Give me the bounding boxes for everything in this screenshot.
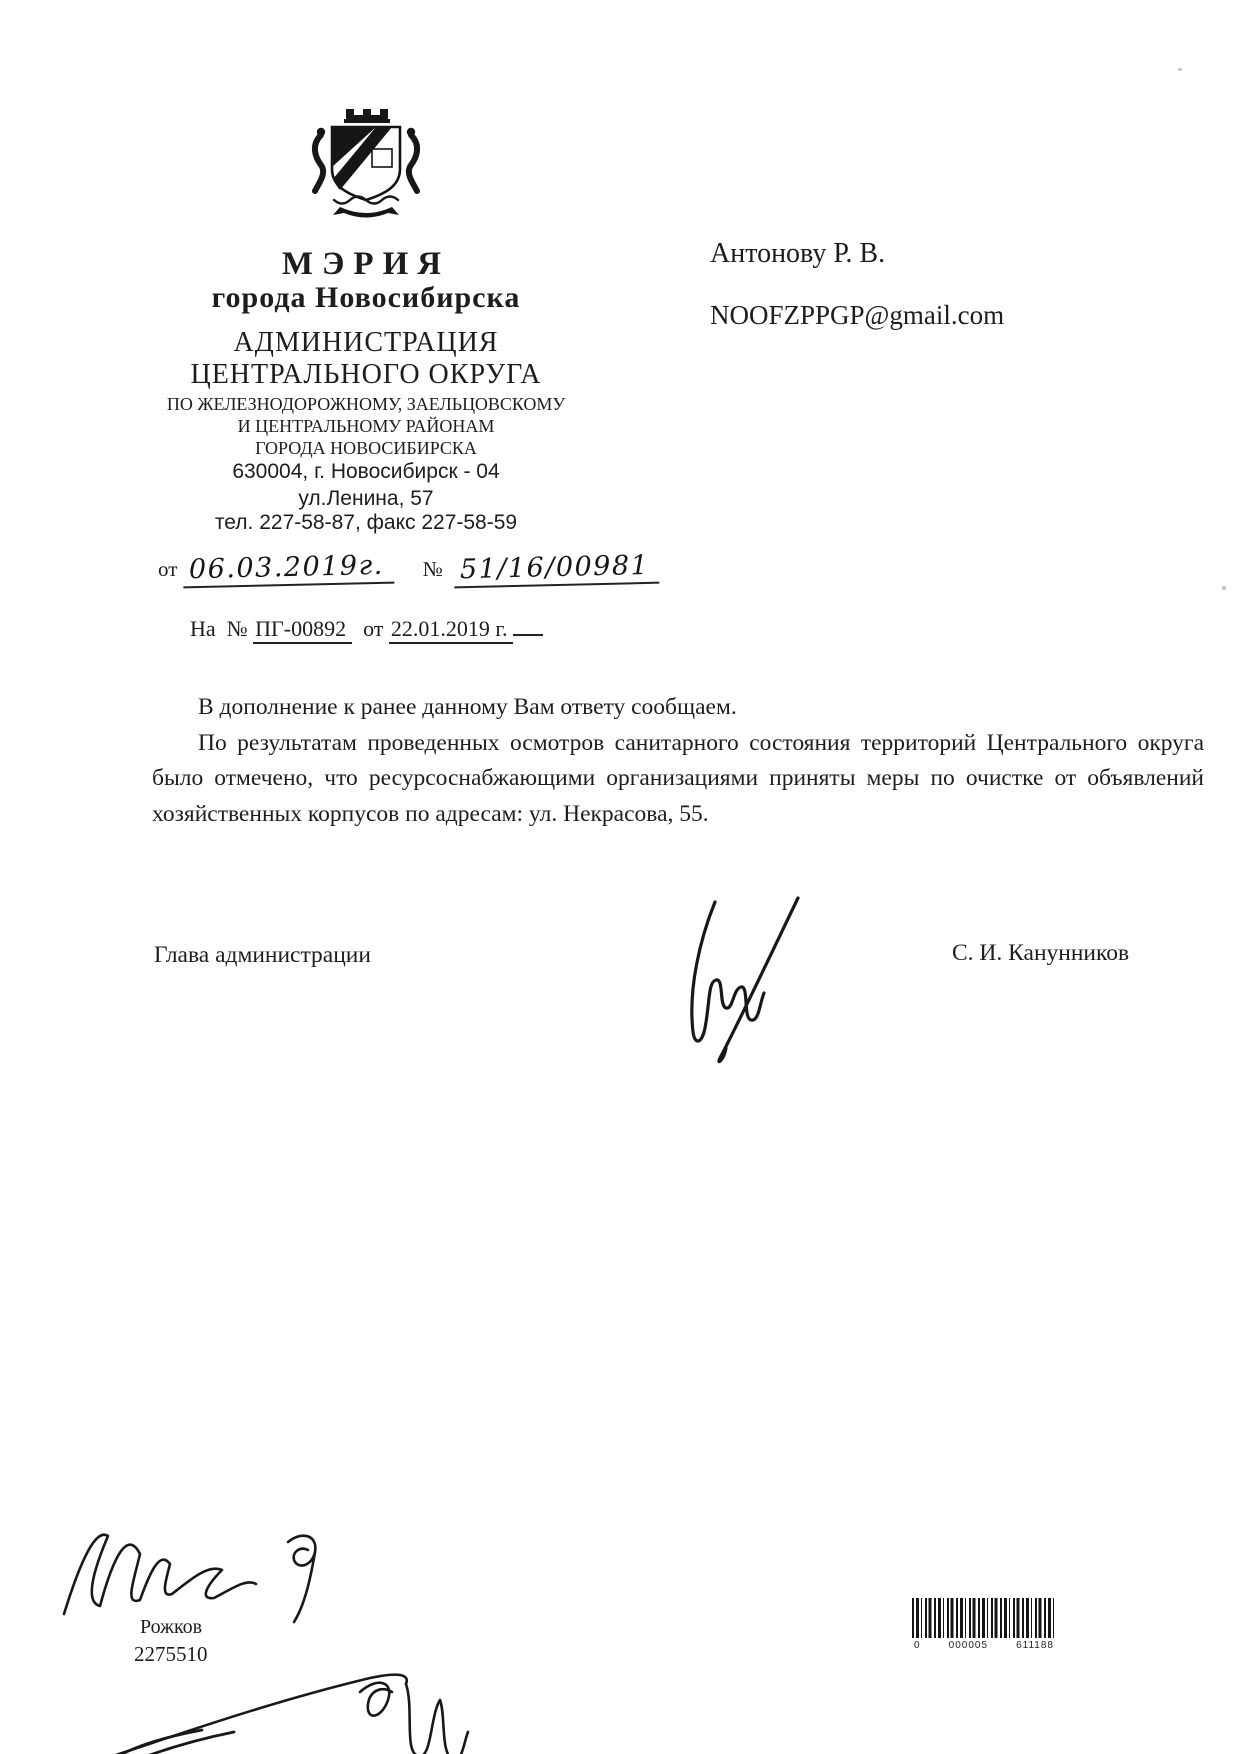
executor-name: Рожков (140, 1616, 203, 1638)
incoming-number-sign: № (226, 616, 248, 641)
registration-barcode (912, 1598, 1056, 1651)
street-address: ул.Ленина, 57 (298, 487, 434, 510)
blank-underline (513, 612, 543, 636)
executor-phone: 2275510 (134, 1642, 208, 1666)
incoming-on-label: На (190, 616, 216, 641)
org-name-line1: МЭРИЯ (281, 246, 451, 282)
recipient-email: NOOFZPPGP@gmail.com (710, 300, 1005, 330)
barcode-digit-group2: 611188 (1016, 1640, 1054, 1651)
barcode-bars (912, 1598, 1056, 1638)
org-name-line2: города Новосибирска (211, 281, 521, 314)
signer-position-title: Глава администрации (154, 942, 371, 968)
districts-line2: И ЦЕНТРАЛЬНОМУ РАЙОНАМ (237, 416, 495, 436)
executor-signature (56, 1514, 406, 1639)
division-line1: АДМИНИСТРАЦИЯ (233, 327, 499, 358)
phone-fax-line: тел. 227-58-87, факс 227-58-59 (214, 511, 518, 534)
head-signature (660, 894, 810, 1071)
incoming-from-label: от (363, 616, 384, 641)
incoming-number: ПГ-00892 (253, 616, 352, 644)
letterhead-emblem-area (150, 104, 582, 220)
body-paragraph-2: По результатам проведенных осмотров санитарного состояния территорий Центрального округа было отмечено, что ресурсоснабжающими организациями приняты меры по очистке от объявлений хозяйственных корпусов по адресам: ул. Некрасова, 55. (152, 729, 1204, 827)
barcode-digit-group1: 000005 (948, 1640, 989, 1651)
letter-body (152, 690, 1204, 832)
scan-artifact (1222, 586, 1226, 590)
postal-address: 630004, г. Новосибирск - 04 (232, 460, 500, 483)
scan-artifact (1178, 68, 1182, 71)
outgoing-number-handwritten: 51/16/00981 (454, 550, 660, 589)
outgoing-from-label: от (158, 557, 178, 581)
barcode-digit-lead: 0 (914, 1640, 921, 1651)
districts-line3: ГОРОДА НОВОСИБИРСКА (255, 438, 477, 458)
division-line2: ЦЕНТРАЛЬНОГО ОКРУГА (190, 359, 542, 390)
coat-of-arms-icon (305, 104, 427, 220)
outgoing-number-sign: № (422, 557, 443, 581)
body-paragraph-1: В дополнение к ранее данному Вам ответу сообщаем. (198, 694, 737, 720)
secondary-signature (110, 1660, 470, 1754)
incoming-date: 22.01.2019 г. (389, 616, 514, 644)
recipient-name: Антонову Р. В. (710, 238, 886, 269)
barcode-digits (912, 1640, 1056, 1651)
districts-line1: ПО ЖЕЛЕЗНОДОРОЖНОМУ, ЗАЕЛЬЦОВСКОМУ (166, 394, 566, 414)
outgoing-reference-line (158, 549, 673, 586)
outgoing-date-handwritten: 06.03.2019г. (182, 550, 394, 589)
signer-name: С. И. Канунников (952, 940, 1130, 966)
incoming-reference-line (190, 612, 543, 642)
